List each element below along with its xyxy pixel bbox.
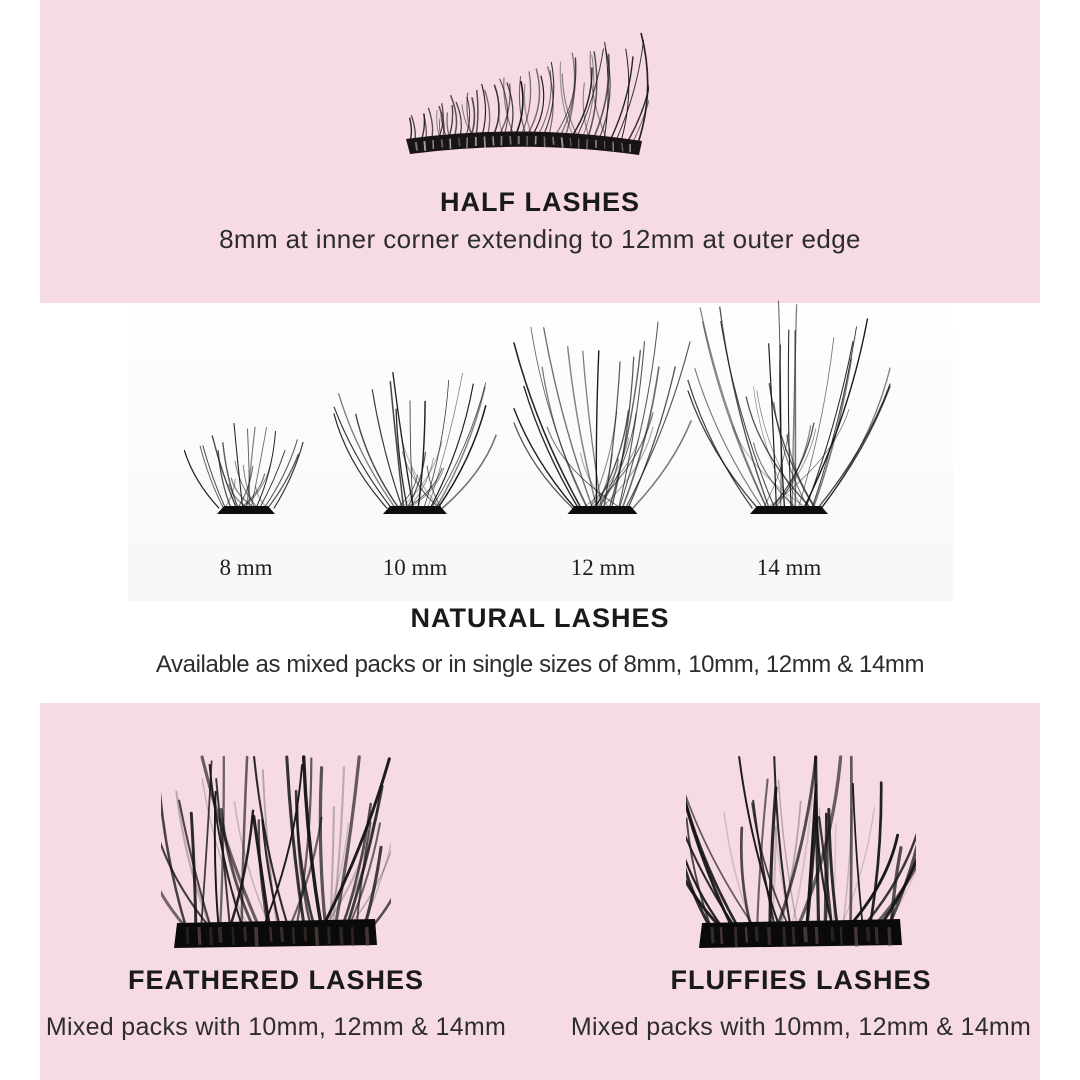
natural-lashes-photo: [128, 303, 953, 601]
lash-cluster-12mm-image: [510, 318, 695, 518]
natural-lashes-title: NATURAL LASHES: [410, 603, 670, 633]
lash-cluster-10mm-image: [330, 363, 500, 518]
feathered-lashes-description: Mixed packs with 10mm, 12mm & 14mm: [45, 1013, 507, 1041]
feathered-lashes-title: FEATHERED LASHES: [127, 965, 425, 995]
natural-lashes-description: Available as mixed packs or in single sizes of 8mm, 10mm, 12mm & 14mm: [155, 651, 925, 678]
size-label-8mm: 8 mm: [219, 555, 273, 580]
fluffies-lashes-title: FLUFFIES LASHES: [670, 965, 932, 995]
fluffies-lashes-image: [686, 751, 916, 956]
feathered-lashes-image: [161, 751, 391, 956]
fluffies-lashes-column: [551, 703, 1051, 1080]
lash-cluster-14mm-image: [684, 298, 894, 518]
fluffies-lashes-description: Mixed packs with 10mm, 12mm & 14mm: [570, 1013, 1032, 1041]
size-label-10mm: 10 mm: [382, 555, 448, 580]
half-lashes-title: HALF LASHES: [440, 187, 640, 217]
lash-cluster-8mm-image: [171, 418, 321, 518]
half-lashes-description: 8mm at inner corner extending to 12mm at outer edge: [219, 224, 861, 254]
half-lashes-panel: [40, 0, 1040, 303]
natural-lashes-panel: [0, 303, 1080, 703]
half-lash-strip-image: [399, 20, 649, 170]
size-label-12mm: 12 mm: [570, 555, 636, 580]
mixed-packs-panel: [40, 703, 1040, 1080]
feathered-lashes-column: [26, 703, 526, 1080]
size-label-14mm: 14 mm: [756, 555, 822, 580]
